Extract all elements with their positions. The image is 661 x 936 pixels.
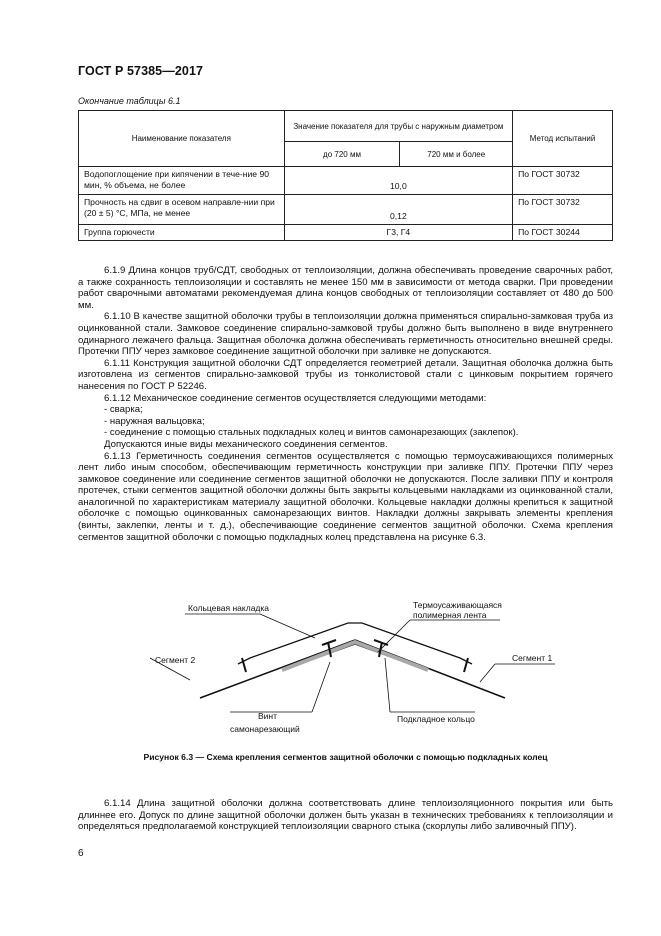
label-screw-1: Винт bbox=[258, 711, 278, 721]
header-name: Наименование показателя bbox=[79, 111, 285, 167]
label-overlay: Кольцевая накладка bbox=[188, 603, 270, 613]
label-tape-2: полимерная лента bbox=[413, 610, 487, 620]
leader-tape bbox=[378, 620, 410, 652]
label-ring: Подкладное кольцо bbox=[397, 714, 475, 724]
table-row bbox=[79, 167, 613, 195]
label-segment-1: Сегмент 1 bbox=[512, 653, 553, 663]
leader-screw bbox=[312, 662, 330, 712]
leader-ring bbox=[385, 658, 390, 712]
label-screw-2: самонарезающий bbox=[230, 724, 300, 734]
table-row bbox=[79, 195, 613, 225]
header-sub-1: до 720 мм bbox=[284, 142, 400, 167]
cell-value: Г3, Г4 bbox=[284, 225, 513, 241]
cell-value: 10,0 bbox=[284, 167, 513, 195]
spec-table bbox=[78, 110, 613, 241]
paragraph-6-1-12: 6.1.12 Механическое соединение сегментов осуществляется следующими методами: bbox=[104, 392, 487, 404]
cell-method: По ГОСТ 30732 bbox=[513, 167, 613, 195]
table-row bbox=[79, 225, 613, 241]
figure-caption: Рисунок 6.3 — Схема крепления сегментов защитной оболочки с помощью подкладных колец bbox=[143, 752, 548, 762]
cell-name: Водопоглощение при кипячении в тече-ние 90 мин, % объема, не более bbox=[79, 167, 285, 195]
paragraph-6-1-10: 6.1.10 В качестве защитной оболочки трубы в теплоизоляции должна применяться спирально-замковая труба из оцинкованной стали. Замковое соединение спирально-замковой трубы должно быть выполнено в виде внутреннего одинарного лежачего фальца. Защитная оболочка должна обеспечивать герметичность относительно внешней среды. Протечки ППУ через замковое соединение защитной оболочки при заливке не допускаются. bbox=[78, 311, 613, 358]
label-tape-1: Термоусаживающаяся bbox=[413, 600, 502, 610]
table-caption: Окончание таблицы 6.1 bbox=[78, 96, 181, 106]
document-header: ГОСТ Р 57385—2017 bbox=[78, 64, 204, 78]
header-sub-2: 720 мм и более bbox=[400, 142, 513, 167]
header-value-group: Значение показателя для трубы с наружным диаметром bbox=[284, 111, 513, 142]
header-method: Метод испытаний bbox=[513, 111, 613, 167]
paragraph-6-1-12-note: Допускаются иные виды механического соединения сегментов. bbox=[104, 438, 388, 450]
cell-method: По ГОСТ 30244 bbox=[513, 225, 613, 241]
list-item: - наружная вальцовка; bbox=[104, 415, 205, 427]
cell-value: 0,12 bbox=[284, 195, 513, 225]
paragraph-6-1-13: 6.1.13 Герметичность соединения сегментов осуществляется с помощью термоусаживающихся полимерных лент либо иным способом, обеспечивающим герметичность конструкции при заливке ППУ. Протечки ППУ через замковое соединение или соединение сегментов защитной оболочки не допускаются. После заливки ППУ и контроля протечек, стыки сегментов защитной оболочки должны быть закрыты кольцевыми накладками из оцинкованной стали, аналогичной по характеристикам материалу защитной оболочки. Кольцевые накладки должны крепиться к защитной оболочке с помощью оцинкованных самонарезающих винтов. Накладки должны закрывать элементы крепления (винты, заклепки, ленты и т. д.), обеспечивающие соединение сегментов защитной оболочки. Схема крепления сегментов защитной оболочки с помощью подкладных колец представлена на рисунке 6.3. bbox=[78, 450, 613, 543]
leader-seg1 bbox=[480, 664, 495, 682]
list-item: - соединение с помощью стальных подкладных колец и винтов самонарезающих (заклепок). bbox=[104, 427, 519, 439]
label-segment-2: Сегмент 2 bbox=[155, 655, 196, 665]
section-text-lower bbox=[78, 798, 613, 833]
paragraph-6-1-11: 6.1.11 Конструкция защитной оболочки СДТ определяется геометрией детали. Защитная оболочка должна быть изготовлена из сегментов спирально-замковой трубы из тонколистовой стали с цинковым покрытием горячего нанесения по ГОСТ Р 52246. bbox=[78, 357, 613, 392]
paragraph-6-1-14: 6.1.14 Длина защитной оболочки должна соответствовать длине теплоизоляционного покрытия или быть длиннее его. Допуск по длине защитной оболочки должен быть указан в технических требованиях к теплоизоляции и определяться предполагаемой конструкцией теплоизоляции сварного стыка (скорлупы либо заливочный ППУ). bbox=[78, 798, 613, 833]
leader-overlay bbox=[260, 614, 315, 638]
cell-name: Прочность на сдвиг в осевом направле-нии при (20 ± 5) °С, МПа, не менее bbox=[79, 195, 285, 225]
paragraph-6-1-9: 6.1.9 Длина концов труб/СДТ, свободных от теплоизоляции, должна обеспечивать проведение сварочных работ, а также сохранность теплоизоляции и составлять не менее 150 мм в зависимости от метода сварки. При проведении работ сварочными автоматами рекомендуемая длина концов свободных от теплоизоляции составляет от 480 до 500 мм. bbox=[78, 265, 613, 311]
page-number: 6 bbox=[78, 848, 84, 859]
shrink-tape bbox=[282, 642, 428, 670]
list-item: - сварка; bbox=[104, 404, 143, 416]
cell-method: По ГОСТ 30732 bbox=[513, 195, 613, 225]
section-text-upper bbox=[78, 265, 613, 543]
segment-joint-diagram bbox=[150, 600, 570, 740]
cell-name: Группа горючести bbox=[79, 225, 285, 241]
